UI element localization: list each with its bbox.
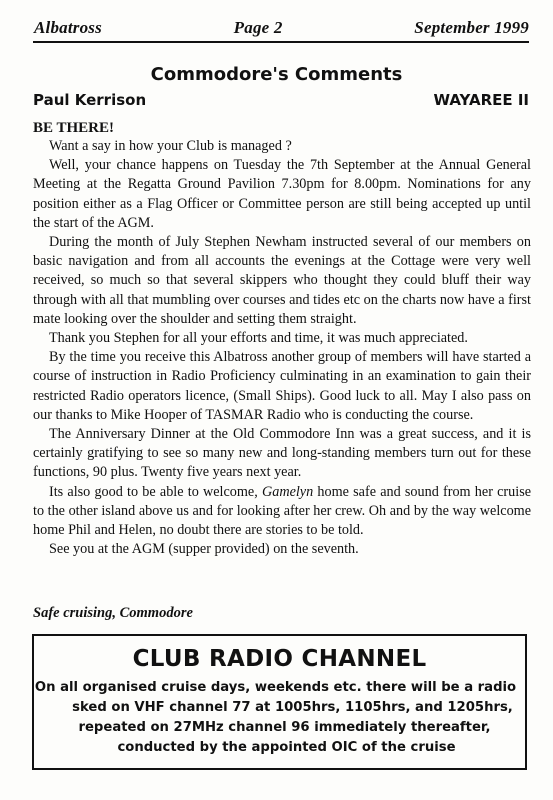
paragraph: Thank you Stephen for all your efforts and time, it was much appreciated. [49,330,468,347]
radio-box-text [34,678,525,758]
radio-line: On all organised cruise days, weekends etc. there will be a radio [34,680,517,695]
radio-line: conducted by the appointed OIC of the cruise [117,740,456,755]
signoff: Safe cruising, Commodore [33,605,193,621]
paragraph-text: home safe and sound from her cruise to the other island above us and for looking after her crew. Oh and by the way welcome home Phil and Helen, no doubt there are stories to be told. [33,483,532,539]
article-title: Commodore's Comments [150,64,403,85]
paragraph: See you at the AGM (supper provided) on the seventh. [49,541,359,558]
club-radio-box [32,634,527,770]
article-subhead: BE THERE! [33,120,114,136]
paragraph: The Anniversary Dinner at the Old Commodore Inn was a great success, and it is certainly gratifying to see so many new and long-standing members turn out for these functions, 90 plus. Twenty five years next year. [33,426,531,481]
radio-line: repeated on 27MHz channel 96 immediately thereafter, [78,720,491,735]
paragraph-text: Its also good to be able to welcome, [49,483,262,500]
page-number: Page 2 [233,18,283,37]
boat-name: WAYAREE II [433,91,529,109]
boat-name-italic: Gamelyn [261,483,314,500]
paragraph [33,483,531,541]
paragraph: Well, your chance happens on Tuesday the 7th September at the Annual General Meeting at the Regatta Ground Pavilion 7.30pm for 8.00pm. Nominations for any position either as a Flag Officer or Committee person are still being accepted up until the start of the AGM. [33,157,531,231]
byline [33,91,529,109]
paragraph: Want a say in how your Club is managed ? [49,138,292,154]
article-body [33,137,531,559]
paragraph: By the time you receive this Albatross another group of members will have started a course of instruction in Radio Proficiency culminating in an examination to gain their restricted Radio operators licence, (Small Ships). Good luck to all. May I also pass on our thanks to Mike Hooper of TASMAR Radio who is conducting the course. [33,349,531,423]
header-rule [33,41,529,43]
issue-date: September 1999 [414,18,529,37]
page-header [34,12,529,38]
radio-box-title: CLUB RADIO CHANNEL [132,646,427,672]
publication-name: Albatross [34,18,102,37]
radio-line: sked on VHF channel 77 at 1005hrs, 1105hrs, and 1205hrs, [72,700,513,715]
author-name: Paul Kerrison [33,91,147,109]
paragraph: During the month of July Stephen Newham instructed several of our members on basic navigation and from all accounts the evenings at the Cottage were very well received, so much so that several skippers who thought they could bluff their way through with all that mumbling over courses and tides etc on the charts now have a first mate looking over the shoulder and setting them straight. [33,234,531,327]
